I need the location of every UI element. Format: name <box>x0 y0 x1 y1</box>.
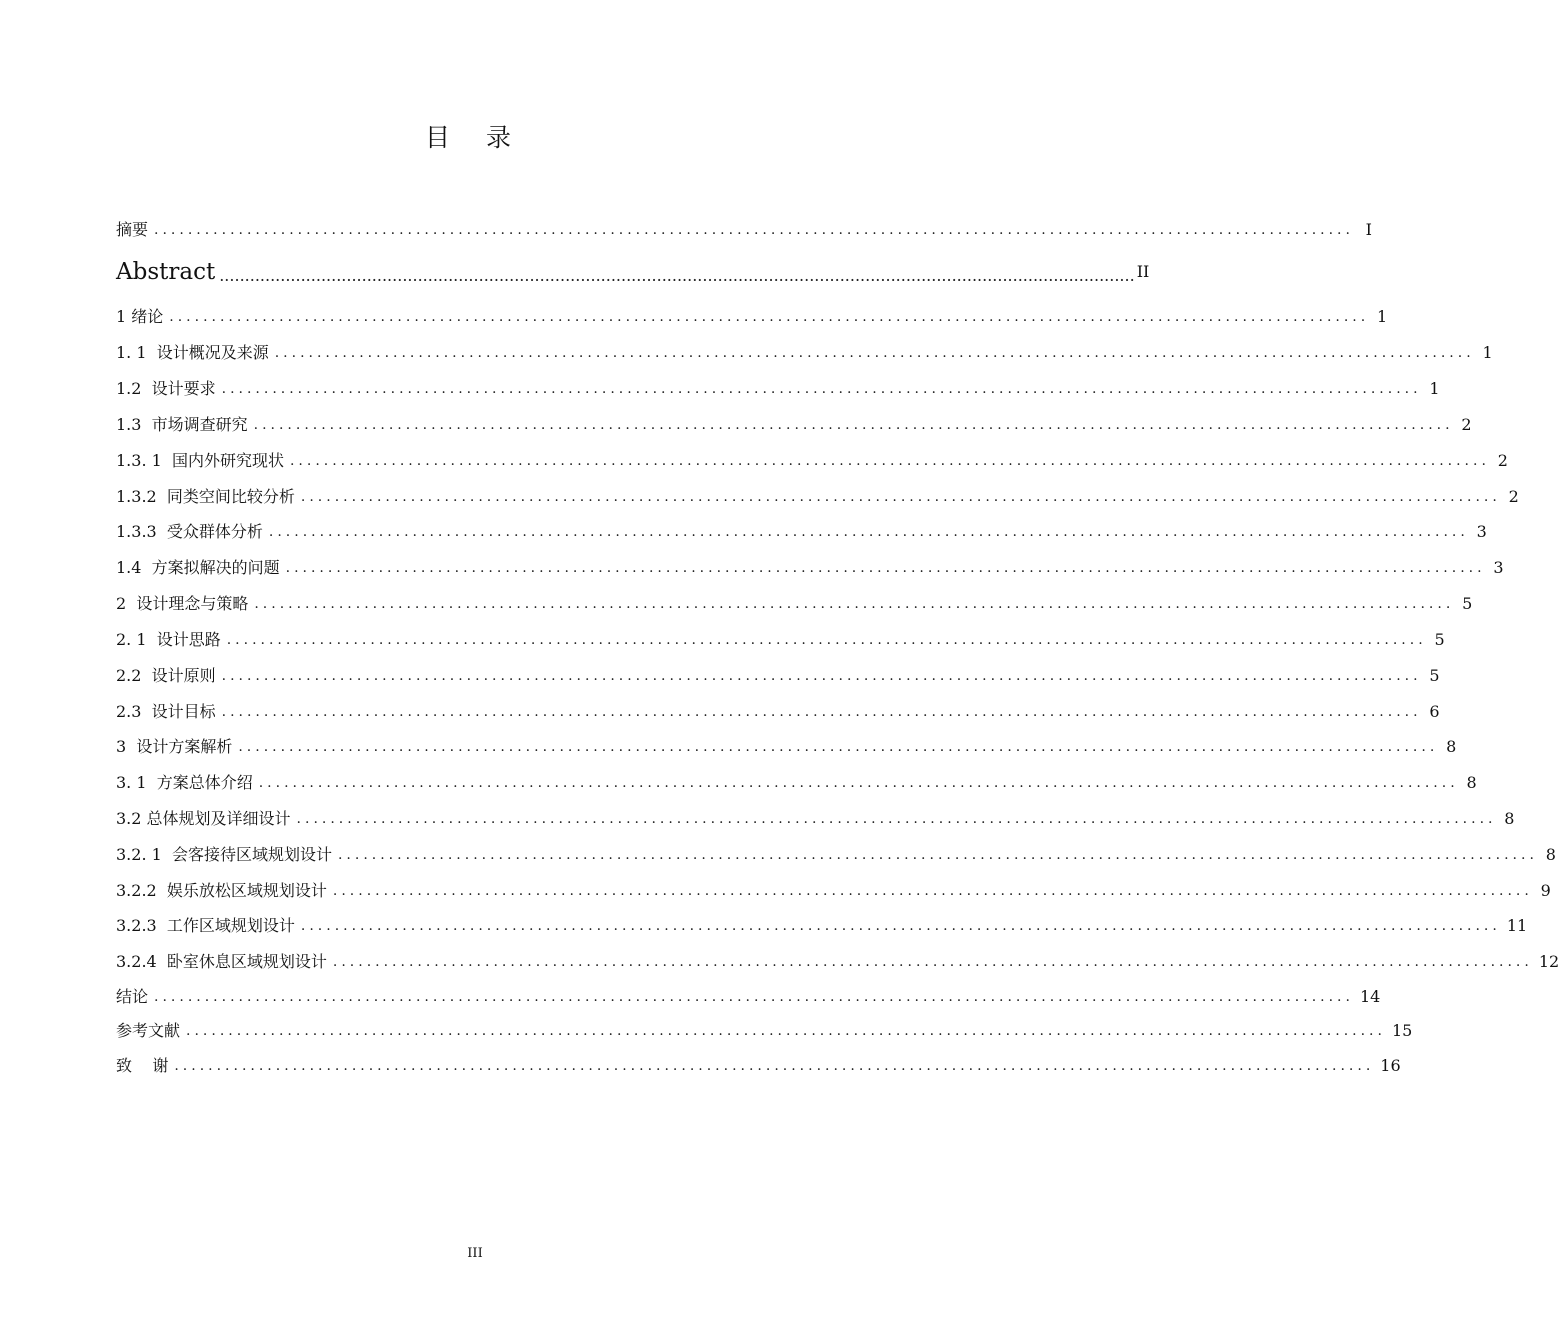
toc-entry-3-2-1[interactable] <box>116 841 1556 865</box>
toc-entry-page: 8 <box>1545 845 1556 864</box>
toc-dot-leader: .............................................................................................................................................. <box>253 417 1454 433</box>
toc-entry-page: 8 <box>1446 737 1457 756</box>
toc-entry-1-2[interactable] <box>116 375 1440 399</box>
toc-dot-leader: .............................................................................................................................................. <box>289 453 1490 469</box>
toc-dot-leader: .............................................................................................................................................. <box>221 668 1422 684</box>
toc-entry-page: 5 <box>1462 594 1473 613</box>
toc-entry-page: 9 <box>1540 881 1551 900</box>
toc-entry-page: 2 <box>1461 415 1472 434</box>
toc-entry-2[interactable] <box>116 590 1473 614</box>
toc-dot-leader: .............................................................................................................................................. <box>221 704 1422 720</box>
toc-dot-leader: .............................................................................................................................................. <box>186 1023 1386 1039</box>
toc-entry-1[interactable] <box>116 303 1388 327</box>
toc-entry-page: 12 <box>1538 952 1559 971</box>
toc-entry-1-3[interactable] <box>116 411 1472 435</box>
toc-entry-label: 3.2. 1 会客接待区域规划设计 <box>116 845 332 864</box>
toc-entry-2-3[interactable] <box>116 698 1440 722</box>
toc-entry-1-3-2[interactable] <box>116 483 1519 507</box>
toc-entry-1-4[interactable] <box>116 554 1504 578</box>
toc-entry-label: 1.4 方案拟解决的问题 <box>116 558 280 577</box>
toc-dot-leader: .............................................................................................................................................. <box>254 596 1455 612</box>
toc-entry-abstract-en[interactable] <box>116 256 1150 286</box>
toc-entry-3[interactable] <box>116 733 1457 757</box>
toc-entry-3-2-2[interactable] <box>116 877 1551 901</box>
toc-entry-label: 3.2.2 娱乐放松区域规划设计 <box>116 881 327 900</box>
toc-entry-page: 14 <box>1359 987 1381 1006</box>
toc-entry-label: 2. 1 设计思路 <box>116 630 221 649</box>
toc-entry-label: 3.2.3 工作区域规划设计 <box>116 916 295 935</box>
toc-entry-label: 结论 <box>116 987 149 1006</box>
toc-entry-page: 11 <box>1506 916 1528 935</box>
toc-entry-page: 1 <box>1482 343 1493 362</box>
toc-entry-abstract-cn[interactable] <box>116 216 1372 240</box>
toc-entry-label: 摘要 <box>116 220 149 239</box>
toc-dot-leader: .............................................................................................................................................. <box>174 1058 1375 1074</box>
toc-dot-leader: .............................................................................................................................................. <box>226 632 1427 648</box>
toc-entry-label: 2 设计理念与策略 <box>116 594 249 613</box>
toc-entry-1-1[interactable] <box>116 339 1493 363</box>
toc-entry-label: 3. 1 方案总体介绍 <box>116 773 253 792</box>
toc-entry-page: 2 <box>1497 451 1508 470</box>
toc-dot-leader: .............................................................................................................................................. <box>296 811 1497 827</box>
toc-entry-3-1[interactable] <box>116 769 1477 793</box>
toc-entry-page: 8 <box>1504 809 1515 828</box>
toc-entry-label: 参考文献 <box>116 1021 181 1040</box>
toc-entry-label: 3.2.4 卧室休息区域规划设计 <box>116 952 327 971</box>
toc-entry-3-2-3[interactable] <box>116 912 1528 936</box>
toc-entry-page: 1 <box>1377 307 1388 326</box>
toc-dot-leader: .............................................................................................................................................. <box>337 847 1538 863</box>
toc-entry-page: II <box>1136 262 1150 281</box>
toc-entry-label: 1 绪论 <box>116 307 164 326</box>
toc-dot-leader: .............................................................................................................................................. <box>332 954 1533 970</box>
toc-dot-leader: .............................................................................................................................................. <box>332 883 1533 899</box>
toc-entry-label: 1.3. 1 国内外研究现状 <box>116 451 284 470</box>
toc-entry-page: 5 <box>1429 666 1440 685</box>
toc-entry-1-3-1[interactable] <box>116 447 1508 471</box>
toc-entry-1-3-3[interactable] <box>116 518 1487 542</box>
toc-entry-label: 3.2 总体规划及详细设计 <box>116 809 291 828</box>
toc-entry-label: 1. 1 设计概况及来源 <box>116 343 269 362</box>
toc-entry-page: 15 <box>1391 1021 1413 1040</box>
toc-entry-conclusion[interactable] <box>116 983 1381 1007</box>
toc-dot-leader: .............................................................................................................................................. <box>268 524 1469 540</box>
toc-entry-label: 致 谢 <box>116 1056 169 1075</box>
toc-dot-leader: .............................................................................................................................................. <box>154 989 1354 1005</box>
toc-entry-page: 1 <box>1429 379 1440 398</box>
toc-dot-leader: .............................................................................................................................................. <box>300 918 1501 934</box>
toc-dot-leader: .............................................................................................................................................. <box>274 345 1475 361</box>
toc-entry-page: 6 <box>1429 702 1440 721</box>
toc-entry-page: 16 <box>1380 1056 1401 1075</box>
toc-entry-references[interactable] <box>116 1017 1413 1041</box>
toc-entry-page: 2 <box>1508 487 1519 506</box>
toc-dot-leader: .............................................................................................................................................. <box>169 309 1370 325</box>
toc-entry-page: 8 <box>1466 773 1477 792</box>
toc-entry-3-2[interactable] <box>116 805 1515 829</box>
toc-dot-leader: .............................................................................................................................................. <box>285 560 1486 576</box>
toc-entry-2-2[interactable] <box>116 662 1440 686</box>
toc-entry-label: 2.3 设计目标 <box>116 702 216 721</box>
toc-entry-label: 1.2 设计要求 <box>116 379 216 398</box>
toc-entry-page: 3 <box>1476 522 1487 541</box>
toc-dot-leader: .............................................................................................................................................. <box>154 222 1354 238</box>
page-title: 目 录 <box>425 123 525 152</box>
toc-entry-label: Abstract <box>116 259 216 285</box>
toc-entry-label: 1.3.2 同类空间比较分析 <box>116 487 295 506</box>
toc-dot-leader: .............................................................................................................................................. <box>258 775 1459 791</box>
toc-entry-page: 3 <box>1493 558 1504 577</box>
toc-dot-leader: .............................................................................................................................................. <box>238 739 1439 755</box>
toc-entry-label: 1.3.3 受众群体分析 <box>116 522 263 541</box>
toc-dot-leader: .................................................................................................................................................................................... <box>219 266 1135 285</box>
toc-entry-label: 2.2 设计原则 <box>116 666 216 685</box>
toc-dot-leader: .............................................................................................................................................. <box>300 489 1501 505</box>
toc-dot-leader: .............................................................................................................................................. <box>221 381 1422 397</box>
toc-entry-page: I <box>1365 220 1372 239</box>
toc-entry-acknowledgements[interactable] <box>116 1052 1401 1076</box>
toc-entry-3-2-4[interactable] <box>116 948 1559 972</box>
toc-entry-2-1[interactable] <box>116 626 1445 650</box>
toc-entry-label: 1.3 市场调查研究 <box>116 415 248 434</box>
toc-entry-page: 5 <box>1434 630 1445 649</box>
page-number: III <box>467 1246 483 1261</box>
toc-entry-label: 3 设计方案解析 <box>116 737 233 756</box>
